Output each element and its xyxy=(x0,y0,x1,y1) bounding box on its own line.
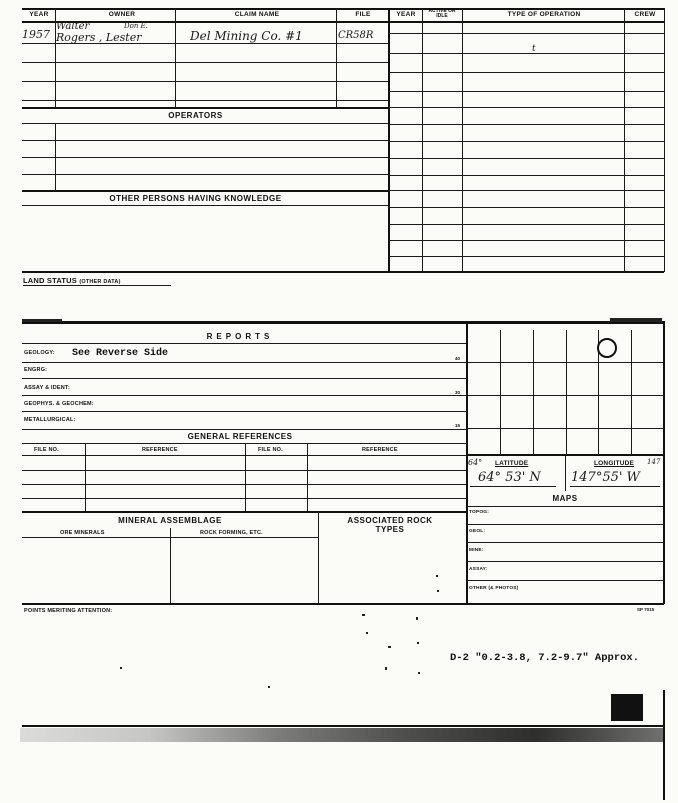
general-references-title: GENERAL REFERENCES xyxy=(187,432,293,441)
col-header-crew: CREW xyxy=(634,11,656,18)
report-label-engrg: ENGRG: xyxy=(24,367,48,373)
col-header-year: YEAR xyxy=(29,11,49,18)
reports-title: REPORTS xyxy=(206,332,274,341)
ore-minerals-label: ORE MINERALS xyxy=(60,530,105,536)
longitude-value: 147°55' W xyxy=(571,470,640,485)
circle-mark-icon xyxy=(597,338,617,358)
scale-15: 15 xyxy=(455,423,461,428)
lon-suffix: 147 xyxy=(647,458,661,466)
mineral-assemblage-title: MINERAL ASSEMBLAGE xyxy=(118,516,222,525)
points-meriting-label: POINTS MERITING ATTENTION: xyxy=(24,608,113,614)
latitude-label: LATITUDE xyxy=(495,460,529,467)
entry-claim-name: Del Mining Co. #1 xyxy=(190,29,303,43)
report-label-assay: ASSAY & IDENT: xyxy=(24,385,70,391)
entry-year: 1957 xyxy=(22,28,50,41)
scale-30: 30 xyxy=(455,390,461,395)
report-value-geology: See Reverse Side xyxy=(72,348,169,359)
col-header-file: FILE xyxy=(355,11,371,18)
entry-owner-line2: Rogers , Lester xyxy=(56,31,142,44)
rock-forming-label: ROCK FORMING, ETC. xyxy=(200,530,263,536)
ref-header-reference-1: REFERENCE xyxy=(142,447,178,453)
col-header-claim-name: CLAIM NAME xyxy=(234,11,280,18)
ref-header-reference-2: REFERENCE xyxy=(362,447,398,453)
maps-row-topog: TOPOG: xyxy=(469,510,490,515)
longitude-label: LONGITUDE xyxy=(594,460,635,467)
col-header-active-or-idle: ACTIVE OR IDLE xyxy=(428,8,456,19)
lat-prefix: 64° xyxy=(468,458,483,467)
black-square-mark xyxy=(611,694,643,721)
land-status-title: LAND STATUS (OTHER DATA) xyxy=(23,276,121,285)
form-code: SP 7015 xyxy=(637,607,655,612)
entry-operation-mark: t xyxy=(532,44,536,54)
associated-rock-types: ASSOCIATED ROCK TYPES xyxy=(347,516,433,534)
maps-row-geol: GEOL: xyxy=(469,529,486,534)
scanner-smudge xyxy=(20,728,664,742)
ref-header-file-no-2: FILE NO. xyxy=(258,447,283,453)
maps-row-mine: MINE: xyxy=(469,548,484,553)
ref-header-file-no-1: FILE NO. xyxy=(34,447,59,453)
col-header-year-2: YEAR xyxy=(396,11,416,18)
col-header-type-of-operation: TYPE OF OPERATION xyxy=(507,11,581,18)
entry-file: CR58R xyxy=(338,30,374,41)
report-label-geology: GEOLOGY: xyxy=(24,350,55,356)
maps-row-assay: ASSAY: xyxy=(469,567,488,572)
scale-40: 40 xyxy=(455,356,461,361)
maps-title: MAPS xyxy=(552,494,578,503)
entry-owner-line1b: Don E. xyxy=(124,22,148,30)
entry-owner-line1: Walter xyxy=(56,21,90,32)
latitude-value: 64° 53' N xyxy=(478,470,541,485)
operators-title: OPERATORS xyxy=(168,111,223,120)
report-label-metallurgical: METALLURGICAL: xyxy=(24,417,76,423)
maps-row-other: OTHER (& PHOTOS) xyxy=(469,586,519,591)
col-header-owner: OWNER xyxy=(108,11,136,18)
report-label-geophys: GEOPHYS. & GEOCHEM: xyxy=(24,401,94,407)
other-persons-title: OTHER PERSONS HAVING KNOWLEDGE xyxy=(109,194,282,203)
depth-note: D-2 "0.2-3.8, 7.2-9.7" Approx. xyxy=(450,652,640,664)
